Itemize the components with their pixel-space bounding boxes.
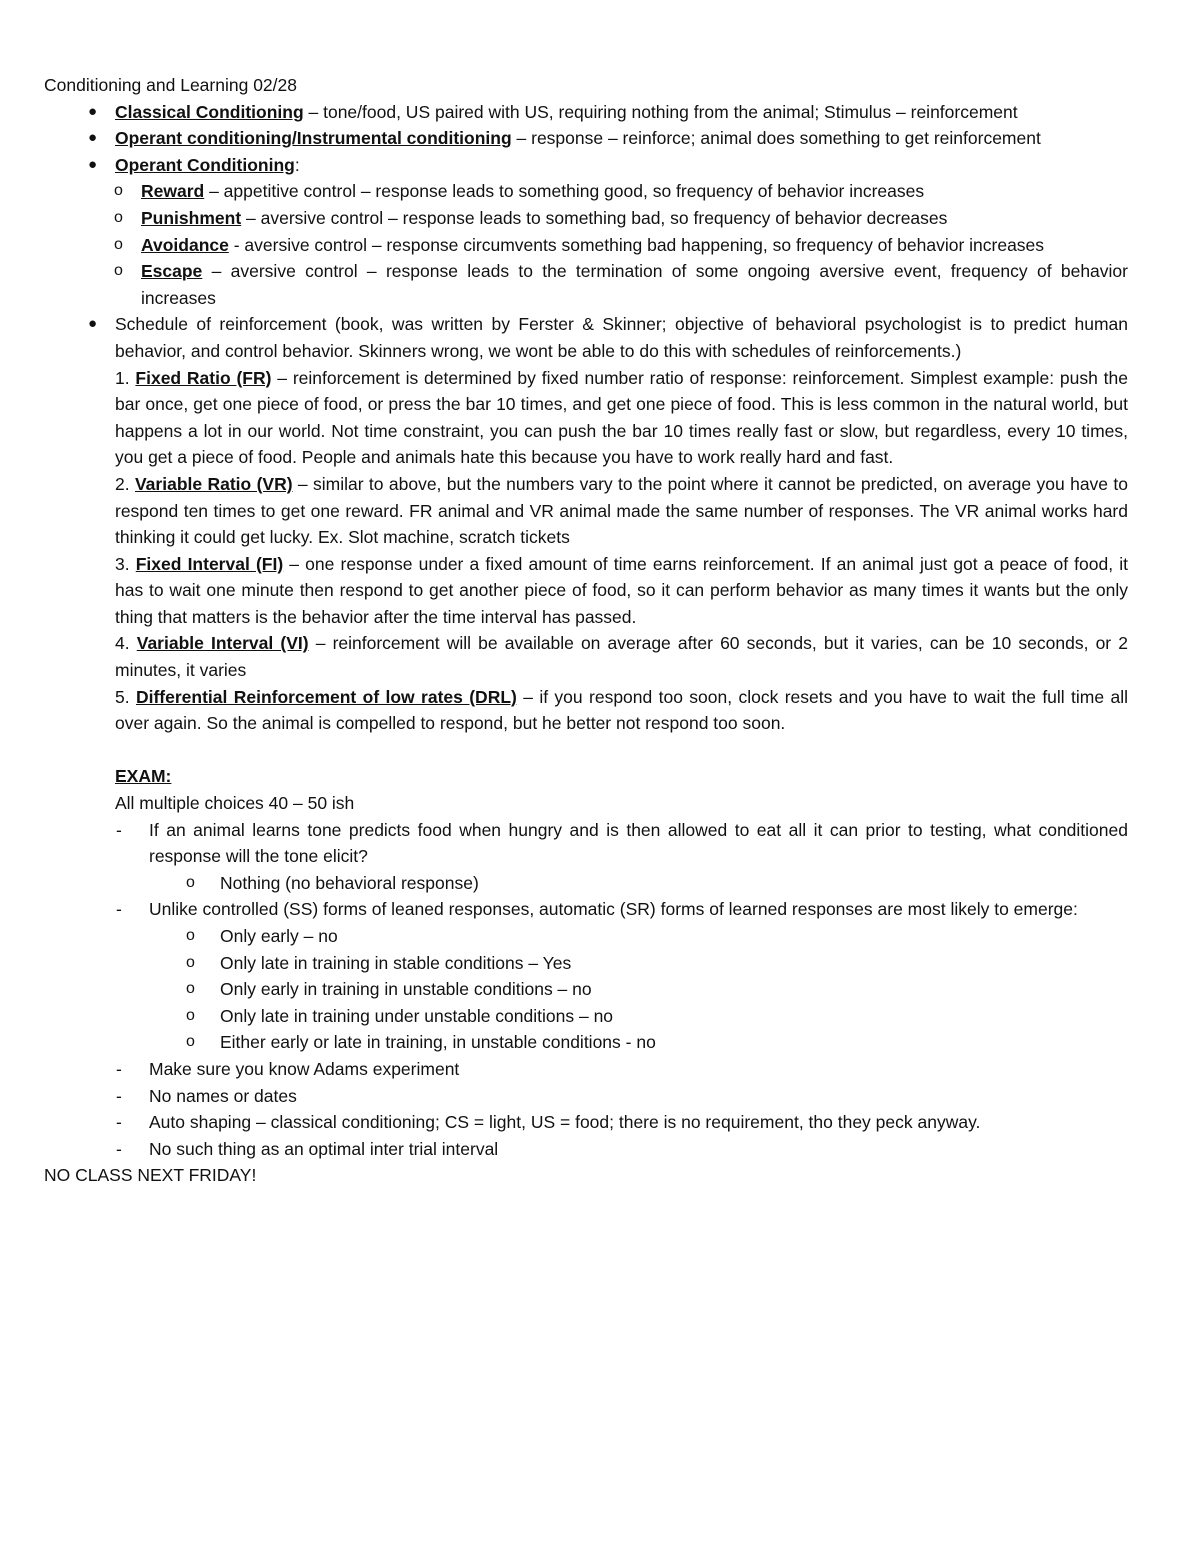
note-text: Make sure you know Adams experiment bbox=[149, 1058, 460, 1079]
exam-intro: All multiple choices 40 – 50 ish bbox=[115, 793, 355, 814]
term-variable-ratio: Variable Ratio (VR) bbox=[134, 473, 293, 494]
answer-text: Only late in training under unstable conditions – no bbox=[220, 1005, 614, 1026]
answer-text: Only early – no bbox=[220, 926, 338, 946]
exam-answer bbox=[44, 950, 1128, 977]
bullet-operant bbox=[44, 152, 1128, 179]
exam-answer bbox=[44, 1029, 1128, 1056]
schedule-number: 4. bbox=[115, 633, 137, 654]
term-escape: Escape bbox=[141, 261, 203, 282]
circle-bullet-icon: o bbox=[114, 208, 123, 226]
text-operant: : bbox=[294, 154, 300, 175]
answer-text: Either early or late in training, in unstable conditions - no bbox=[220, 1032, 656, 1053]
circle-bullet-icon: o bbox=[186, 1006, 195, 1024]
exam-note bbox=[44, 1083, 1128, 1110]
text-avoidance: - aversive control – response circumvents something bad happening, so frequency of behavior increases bbox=[228, 234, 1045, 255]
schedule-number: 3. bbox=[115, 553, 136, 574]
circle-bullet-icon: o bbox=[114, 182, 123, 200]
answer-text: Only early in training in unstable conditions – no bbox=[220, 979, 592, 1000]
exam-answer bbox=[44, 870, 1128, 897]
term-reward: Reward bbox=[141, 181, 205, 202]
circle-bullet-icon: o bbox=[186, 927, 195, 944]
bullet-icon: ● bbox=[88, 155, 98, 173]
bullet-icon: ● bbox=[88, 102, 98, 120]
dash-icon: - bbox=[116, 819, 122, 840]
schedule-number: 2. bbox=[115, 473, 135, 494]
text-escape: – aversive control – response leads to the termination of some ongoing aversive event, frequency of behavior increases bbox=[141, 261, 1128, 308]
circle-bullet-icon: o bbox=[114, 235, 123, 253]
term-avoidance: Avoidance bbox=[141, 234, 229, 255]
schedule-fixed-interval bbox=[44, 551, 1128, 631]
circle-bullet-icon: o bbox=[114, 262, 123, 280]
question-1-text: If an animal learns tone predicts food when hungry and is then allowed to eat all it can prior to testing, what conditioned response will the tone elicit? bbox=[149, 819, 1128, 867]
text-operant-instrumental: – response – reinforce; animal does something to get reinforcement bbox=[511, 128, 1041, 149]
bullet-icon: ● bbox=[88, 129, 98, 147]
exam-heading-text: EXAM: bbox=[115, 766, 172, 787]
text-drl: – if you respond too soon, clock resets and you have to wait the full time all over again. So the animal is compelled to respond, but he better not respond too soon. bbox=[115, 686, 1128, 734]
dash-icon: - bbox=[116, 899, 122, 920]
term-punishment: Punishment bbox=[141, 207, 242, 228]
bullet-icon: ● bbox=[88, 315, 98, 333]
exam-question-1 bbox=[44, 817, 1128, 870]
dash-icon: - bbox=[116, 1058, 122, 1079]
circle-bullet-icon: o bbox=[186, 1033, 195, 1051]
schedule-drl bbox=[44, 684, 1128, 737]
text-classical: – tone/food, US paired with US, requiring nothing from the animal; Stimulus – reinforcement bbox=[303, 101, 1018, 122]
circle-bullet-icon: o bbox=[186, 980, 195, 998]
term-fixed-ratio: Fixed Ratio (FR) bbox=[135, 367, 272, 388]
operant-item-reward bbox=[44, 178, 1128, 205]
term-variable-interval: Variable Interval (VI) bbox=[136, 633, 309, 654]
dash-icon: - bbox=[116, 1112, 122, 1133]
schedule-fixed-ratio bbox=[44, 365, 1128, 471]
text-fixed-interval: – one response under a fixed amount of time earns reinforcement. If an animal just got a peace of food, it has to wait one minute then respond to get another piece of food, so it can perform behavior as many times it wants but the only thing that matters is the behavior after the time interval has passed. bbox=[115, 553, 1128, 627]
note-text: No names or dates bbox=[149, 1085, 297, 1106]
schedule-variable-ratio bbox=[44, 471, 1128, 551]
exam-question-2 bbox=[44, 896, 1128, 923]
page-title: Conditioning and Learning 02/28 bbox=[44, 75, 297, 95]
answer-text: Nothing (no behavioral response) bbox=[220, 872, 479, 893]
term-fixed-interval: Fixed Interval (FI) bbox=[135, 553, 284, 574]
dash-icon: - bbox=[116, 1138, 122, 1159]
circle-bullet-icon: o bbox=[186, 873, 195, 891]
answer-text: Only late in training in stable conditions – Yes bbox=[220, 952, 572, 973]
question-2-text: Unlike controlled (SS) forms of leaned responses, automatic (SR) forms of learned responses are most likely to emerge: bbox=[149, 899, 1078, 920]
exam-note bbox=[44, 1109, 1128, 1136]
schedule-variable-interval bbox=[44, 630, 1128, 683]
term-classical: Classical Conditioning bbox=[115, 101, 304, 122]
operant-item-punishment bbox=[44, 205, 1128, 232]
text-variable-ratio: – similar to above, but the numbers vary to the point where it cannot be predicted, on average you have to respond ten times to get one reward. FR animal and VR animal made the same number of responses. The VR animal works hard thinking it could get lucky. Ex. Slot machine, scratch tickets bbox=[115, 473, 1128, 548]
exam-answer bbox=[44, 923, 1128, 950]
text-punishment: – aversive control – response leads to something bad, so frequency of behavior decreases bbox=[241, 207, 948, 228]
footer-note: NO CLASS NEXT FRIDAY! bbox=[44, 1165, 257, 1186]
bullet-operant-instrumental bbox=[44, 125, 1128, 152]
term-operant: Operant Conditioning bbox=[115, 154, 295, 175]
exam-heading bbox=[44, 763, 1128, 790]
term-operant-instrumental: Operant conditioning/Instrumental conditioning bbox=[115, 128, 512, 149]
operant-item-avoidance bbox=[44, 232, 1128, 259]
schedule-number: 5. bbox=[115, 686, 136, 707]
dash-icon: - bbox=[116, 1085, 122, 1106]
exam-note bbox=[44, 1136, 1128, 1163]
operant-item-escape bbox=[44, 258, 1128, 311]
schedule-text: Schedule of reinforcement (book, was written by Ferster & Skinner; objective of behavioral psychologist is to predict human behavior, and control behavior. Skinners wrong, we wont be able to do this with schedules of reinforcements.) bbox=[115, 314, 1128, 361]
circle-bullet-icon: o bbox=[186, 953, 195, 971]
note-text: Auto shaping – classical conditioning; CS = light, US = food; there is no requirement, tho they peck anyway. bbox=[149, 1112, 981, 1133]
text-variable-interval: – reinforcement will be available on average after 60 seconds, but it varies, can be 10 seconds, or 2 minutes, it varies bbox=[115, 633, 1128, 681]
text-reward: – appetitive control – response leads to something good, so frequency of behavior increases bbox=[204, 181, 925, 202]
schedule-number: 1. bbox=[115, 367, 136, 388]
exam-answer bbox=[44, 976, 1128, 1003]
term-drl: Differential Reinforcement of low rates (DRL) bbox=[135, 686, 517, 707]
bullet-schedule bbox=[44, 311, 1128, 364]
blank-line bbox=[44, 737, 1128, 764]
text-fixed-ratio: – reinforcement is determined by fixed number ratio of response: reinforcement. Simplest example: push the bar once, get one piece of food, or press the bar 10 times, and get one piece of food. This is less common in the natural world, but happens a lot in our world. Not time constraint, you can push the bar 10 times really fast or slow, but regardless, every 10 times, you get a piece of food. People and animals hate this because you have to work really hard and fast. bbox=[115, 367, 1128, 468]
note-text: No such thing as an optimal inter trial interval bbox=[149, 1138, 499, 1159]
exam-answer bbox=[44, 1003, 1128, 1030]
exam-note bbox=[44, 1056, 1128, 1083]
bullet-classical bbox=[44, 99, 1128, 126]
